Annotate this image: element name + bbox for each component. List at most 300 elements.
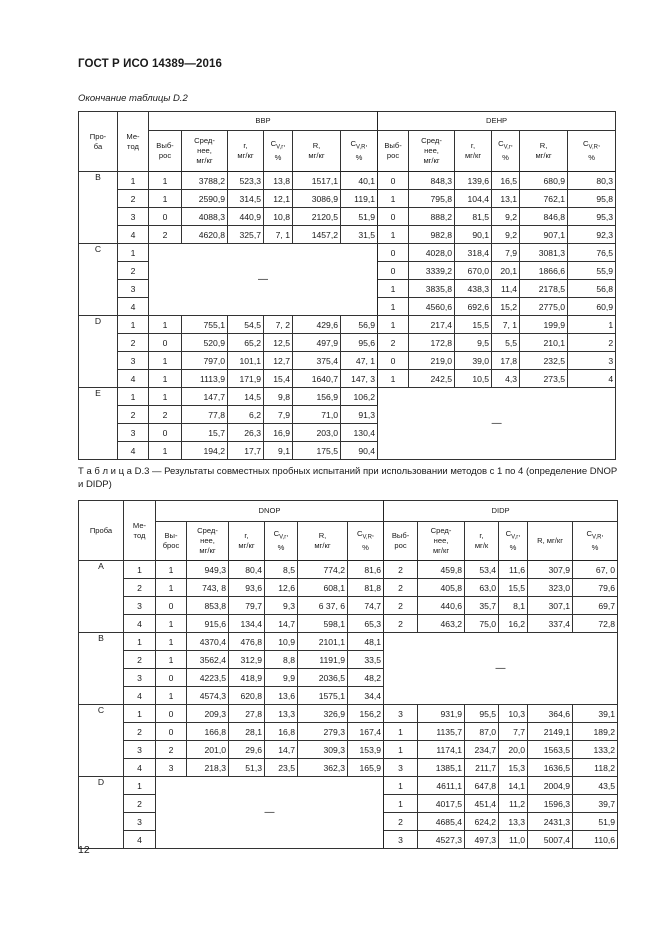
reproducibility-cell: 2431,3 [528,813,573,831]
group-header-dehp: DEHP [378,112,616,131]
mean-cell: 242,5 [409,370,455,388]
cv-r-cell: 13,3 [265,705,298,723]
table-row [79,352,616,370]
cv-R-cell: 31,5 [341,226,378,244]
outliers-cell: 0 [156,705,187,723]
reproducibility-cell: 362,3 [298,759,348,777]
cv-R-cell: 34,4 [348,687,384,705]
reproducibility-cell: 907,1 [520,226,568,244]
reproducibility-cell: 337,4 [528,615,573,633]
repeatability-cell: 234,7 [465,741,499,759]
reproducibility-cell: 273,5 [520,370,568,388]
method-cell: 3 [124,741,156,759]
col-header-cv-r: $C_{V,r}$, % [492,131,520,172]
method-cell: 4 [124,831,156,849]
cv-r-cell: 16,2 [499,615,528,633]
col-header-reproducibility: R, мг/кг [293,131,341,172]
reproducibility-cell: 175,5 [293,442,341,460]
cv-R-cell: 48,2 [348,669,384,687]
outliers-cell: 2 [384,597,418,615]
col-header-sample: Проба [79,501,124,561]
repeatability-cell: 65,2 [228,334,264,352]
mean-cell: 166,8 [187,723,229,741]
method-cell: 3 [124,813,156,831]
outliers-cell: 1 [149,172,182,190]
cv-R-cell: 39,7 [573,795,618,813]
mean-cell: 209,3 [187,705,229,723]
table-row [79,226,616,244]
col-header-reproducibility: R, мг/кг [520,131,568,172]
cv-r-cell: 20,0 [499,741,528,759]
cv-r-cell: 15,3 [499,759,528,777]
outliers-cell: 1 [149,352,182,370]
mean-cell: 15,7 [182,424,228,442]
cv-r-cell: 14,7 [265,615,298,633]
method-cell: 2 [124,795,156,813]
reproducibility-cell: 309,3 [298,741,348,759]
col-header-repeatability: r, мг/кг [228,131,264,172]
method-cell: 2 [118,334,149,352]
mean-cell: 4620,8 [182,226,228,244]
col-header-method: Ме- тод [118,112,149,172]
col-header-cv-R: $C_{V,R}$, % [341,131,378,172]
outliers-cell: 1 [384,777,418,795]
cv-R-cell: 47, 1 [341,352,378,370]
mean-cell: 459,8 [418,561,465,579]
repeatability-cell: 95,5 [465,705,499,723]
method-cell: 1 [118,244,149,262]
cv-R-cell: 51,9 [341,208,378,226]
table-row [79,759,618,777]
cv-r-cell: 4,3 [492,370,520,388]
reproducibility-cell: 1596,3 [528,795,573,813]
group-header-didp: DIDP [384,501,618,522]
sample-cell: D [79,777,124,849]
method-cell: 4 [118,298,149,316]
cv-R-cell: 51,9 [573,813,618,831]
method-cell: 1 [118,172,149,190]
repeatability-cell: 692,6 [455,298,492,316]
method-cell: 4 [118,370,149,388]
repeatability-cell: 79,7 [229,597,265,615]
reproducibility-cell: 210,1 [520,334,568,352]
method-cell: 4 [124,615,156,633]
mean-cell: 4370,4 [187,633,229,651]
table2-caption: Т а б л и ц а D.3 — Результаты совместных пробных испытаний при использовании методов с 1 по 4 (определение DNOP и DIDP) [78,466,618,490]
outliers-cell: 1 [149,442,182,460]
sample-cell: C [79,705,124,777]
outliers-cell: 1 [378,316,409,334]
repeatability-cell: 63,0 [465,579,499,597]
mean-cell: 982,8 [409,226,455,244]
cv-r-cell: 13,3 [499,813,528,831]
outliers-cell: 1 [384,723,418,741]
mean-cell: 4685,4 [418,813,465,831]
repeatability-cell: 104,4 [455,190,492,208]
mean-cell: 3339,2 [409,262,455,280]
group-header-bbp: BBP [149,112,378,131]
mean-cell: 4611,1 [418,777,465,795]
cv-R-cell: 43,5 [573,777,618,795]
outliers-cell: 0 [378,208,409,226]
cv-r-cell: 7, 2 [264,316,293,334]
outliers-cell: 3 [384,705,418,723]
outliers-cell: 0 [149,424,182,442]
mean-cell: 3835,8 [409,280,455,298]
repeatability-cell: 670,0 [455,262,492,280]
col-header-repeatability: r, мг/кг [229,522,265,561]
table-row [79,190,616,208]
outliers-cell: 0 [149,208,182,226]
mean-cell: 194,2 [182,442,228,460]
reproducibility-cell: 203,0 [293,424,341,442]
method-cell: 3 [118,352,149,370]
outliers-cell: 1 [378,190,409,208]
reproducibility-cell: 307,9 [528,561,573,579]
cv-r-cell: 11,4 [492,280,520,298]
table-row [79,741,618,759]
method-cell: 3 [124,597,156,615]
cv-r-cell: 14,7 [265,741,298,759]
cv-R-cell: 156,2 [348,705,384,723]
outliers-cell: 1 [156,651,187,669]
mean-cell: 949,3 [187,561,229,579]
cv-R-cell: 153,9 [348,741,384,759]
outliers-cell: 1 [384,741,418,759]
reproducibility-cell: 279,3 [298,723,348,741]
repeatability-cell: 28,1 [229,723,265,741]
reproducibility-cell: 5007,4 [528,831,573,849]
cv-r-cell: 15,2 [492,298,520,316]
cv-r-cell: 16,5 [492,172,520,190]
mean-cell: 848,3 [409,172,455,190]
page-number: 12 [78,844,90,856]
col-header-cv-R: $C_{V,R}$, % [348,522,384,561]
mean-cell: 4028,0 [409,244,455,262]
method-cell: 1 [124,633,156,651]
method-cell: 2 [118,262,149,280]
outliers-cell: 1 [378,298,409,316]
outliers-cell: 1 [156,633,187,651]
sample-cell: B [79,633,124,705]
repeatability-cell: 318,4 [455,244,492,262]
cv-R-cell: 147, 3 [341,370,378,388]
outliers-cell: 3 [384,831,418,849]
no-data-dash: — [156,777,384,849]
reproducibility-cell: 375,4 [293,352,341,370]
outliers-cell: 0 [378,262,409,280]
method-cell: 1 [124,705,156,723]
cv-r-cell: 9,2 [492,226,520,244]
cv-r-cell: 12,7 [264,352,293,370]
table-row [79,777,618,795]
mean-cell: 755,1 [182,316,228,334]
mean-cell: 172,8 [409,334,455,352]
cv-R-cell: 133,2 [573,741,618,759]
cv-r-cell: 10,8 [264,208,293,226]
mean-cell: 463,2 [418,615,465,633]
repeatability-cell: 10,5 [455,370,492,388]
mean-cell: 4088,3 [182,208,228,226]
table-row [79,615,618,633]
cv-R-cell: 95,6 [341,334,378,352]
reproducibility-cell: 156,9 [293,388,341,406]
reproducibility-cell: 2775,0 [520,298,568,316]
no-data-dash: — [378,388,616,460]
sample-cell: D [79,316,118,388]
cv-R-cell: 95,3 [568,208,616,226]
cv-R-cell: 110,6 [573,831,618,849]
cv-r-cell: 9,1 [264,442,293,460]
repeatability-cell: 87,0 [465,723,499,741]
cv-R-cell: 130,4 [341,424,378,442]
cv-R-cell: 167,4 [348,723,384,741]
repeatability-cell: 134,4 [229,615,265,633]
mean-cell: 931,9 [418,705,465,723]
outliers-cell: 2 [384,579,418,597]
method-cell: 3 [118,208,149,226]
method-cell: 2 [124,579,156,597]
cv-r-cell: 13,8 [264,172,293,190]
cv-r-cell: 9,3 [265,597,298,615]
cv-r-cell: 7,9 [492,244,520,262]
repeatability-cell: 101,1 [228,352,264,370]
sample-cell: A [79,561,124,633]
reproducibility-cell: 1191,9 [298,651,348,669]
outliers-cell: 1 [149,370,182,388]
cv-r-cell: 16,8 [265,723,298,741]
mean-cell: 1113,9 [182,370,228,388]
col-header-repeatability: r, мг/к [465,522,499,561]
outliers-cell: 3 [156,759,187,777]
col-header-outliers: Выб- рос [378,131,409,172]
repeatability-cell: 438,3 [455,280,492,298]
mean-cell: 1135,7 [418,723,465,741]
table-row [79,388,616,406]
reproducibility-cell: 1457,2 [293,226,341,244]
mean-cell: 218,3 [187,759,229,777]
outliers-cell: 2 [384,561,418,579]
col-header-outliers: Вы- брос [156,522,187,561]
method-cell: 1 [124,561,156,579]
repeatability-cell: 90,1 [455,226,492,244]
cv-R-cell: 4 [568,370,616,388]
repeatability-cell: 93,6 [229,579,265,597]
reproducibility-cell: 71,0 [293,406,341,424]
repeatability-cell: 14,5 [228,388,264,406]
cv-r-cell: 11,0 [499,831,528,849]
reproducibility-cell: 3081,3 [520,244,568,262]
reproducibility-cell: 680,9 [520,172,568,190]
cv-R-cell: 80,3 [568,172,616,190]
repeatability-cell: 54,5 [228,316,264,334]
cv-r-cell: 13,6 [265,687,298,705]
repeatability-cell: 312,9 [229,651,265,669]
col-header-mean: Сред- нее, мг/кг [182,131,228,172]
outliers-cell: 2 [378,334,409,352]
reproducibility-cell: 1866,6 [520,262,568,280]
col-header-cv-R: $C_{V,R}$, % [573,522,618,561]
reproducibility-cell: 1517,1 [293,172,341,190]
repeatability-cell: 620,8 [229,687,265,705]
group-header-dnop: DNOP [156,501,384,522]
col-header-mean: Сред- нее, мг/кг [418,522,465,561]
cv-R-cell: 79,6 [573,579,618,597]
outliers-cell: 1 [156,615,187,633]
cv-r-cell: 15,4 [264,370,293,388]
cv-R-cell: 69,7 [573,597,618,615]
sample-cell: E [79,388,118,460]
cv-r-cell: 7,9 [264,406,293,424]
repeatability-cell: 80,4 [229,561,265,579]
repeatability-cell: 211,7 [465,759,499,777]
cv-R-cell: 39,1 [573,705,618,723]
table-row [79,370,616,388]
repeatability-cell: 15,5 [455,316,492,334]
method-cell: 4 [124,687,156,705]
cv-r-cell: 5,5 [492,334,520,352]
document-header: ГОСТ Р ИСО 14389—2016 [78,58,223,70]
sample-cell: B [79,172,118,244]
reproducibility-cell: 2149,1 [528,723,573,741]
outliers-cell: 2 [384,615,418,633]
reproducibility-cell: 2004,9 [528,777,573,795]
col-header-method: Ме- тод [124,501,156,561]
mean-cell: 1385,1 [418,759,465,777]
col-header-reproducibility: R, мг/кг [298,522,348,561]
table-row [79,244,616,262]
cv-R-cell: 72,8 [573,615,618,633]
cv-r-cell: 7, 1 [264,226,293,244]
outliers-cell: 0 [156,669,187,687]
table-row [79,316,616,334]
cv-R-cell: 118,2 [573,759,618,777]
cv-r-cell: 9,2 [492,208,520,226]
reproducibility-cell: 429,6 [293,316,341,334]
mean-cell: 2590,9 [182,190,228,208]
cv-r-cell: 12,5 [264,334,293,352]
outliers-cell: 1 [378,370,409,388]
mean-cell: 4560,6 [409,298,455,316]
outliers-cell: 0 [378,172,409,190]
cv-R-cell: 90,4 [341,442,378,460]
cv-R-cell: 67, 0 [573,561,618,579]
repeatability-cell: 418,9 [229,669,265,687]
cv-R-cell: 165,9 [348,759,384,777]
mean-cell: 77,8 [182,406,228,424]
cv-r-cell: 17,8 [492,352,520,370]
repeatability-cell: 325,7 [228,226,264,244]
method-cell: 3 [124,669,156,687]
repeatability-cell: 9,5 [455,334,492,352]
reproducibility-cell: 232,5 [520,352,568,370]
outliers-cell: 1 [378,280,409,298]
mean-cell: 795,8 [409,190,455,208]
outliers-cell: 2 [384,813,418,831]
mean-cell: 440,6 [418,597,465,615]
col-header-mean: Сред- нее, мг/кг [409,131,455,172]
mean-cell: 3562,4 [187,651,229,669]
cv-r-cell: 7, 1 [492,316,520,334]
outliers-cell: 2 [149,226,182,244]
col-header-cv-r: $C_{V,r}$, % [499,522,528,561]
method-cell: 4 [118,442,149,460]
mean-cell: 201,0 [187,741,229,759]
method-cell: 2 [124,651,156,669]
cv-R-cell: 2 [568,334,616,352]
table-row [79,633,618,651]
method-cell: 4 [124,759,156,777]
cv-r-cell: 12,1 [264,190,293,208]
col-header-cv-r: $C_{V,r}$, % [264,131,293,172]
cv-R-cell: 92,3 [568,226,616,244]
cv-r-cell: 11,6 [499,561,528,579]
table-row [79,208,616,226]
cv-R-cell: 48,1 [348,633,384,651]
cv-R-cell: 91,3 [341,406,378,424]
cv-r-cell: 23,5 [265,759,298,777]
outliers-cell: 2 [149,406,182,424]
table-row [79,561,618,579]
repeatability-cell: 171,9 [228,370,264,388]
cv-R-cell: 1 [568,316,616,334]
repeatability-cell: 139,6 [455,172,492,190]
table-row [79,723,618,741]
repeatability-cell: 440,9 [228,208,264,226]
repeatability-cell: 624,2 [465,813,499,831]
col-header-reproducibility: R, мг/кг [528,522,573,561]
mean-cell: 4574,3 [187,687,229,705]
reproducibility-cell: 326,9 [298,705,348,723]
outliers-cell: 1 [384,795,418,813]
outliers-cell: 1 [156,561,187,579]
reproducibility-cell: 846,8 [520,208,568,226]
repeatability-cell: 35,7 [465,597,499,615]
reproducibility-cell: 1575,1 [298,687,348,705]
outliers-cell: 1 [149,388,182,406]
cv-R-cell: 40,1 [341,172,378,190]
cv-r-cell: 14,1 [499,777,528,795]
cv-r-cell: 9,8 [264,388,293,406]
reproducibility-cell: 608,1 [298,579,348,597]
table1-caption: Окончание таблицы D.2 [78,93,188,104]
reproducibility-cell: 364,6 [528,705,573,723]
cv-R-cell: 76,5 [568,244,616,262]
mean-cell: 219,0 [409,352,455,370]
reproducibility-cell: 598,1 [298,615,348,633]
repeatability-cell: 17,7 [228,442,264,460]
cv-r-cell: 8,5 [265,561,298,579]
cv-R-cell: 33,5 [348,651,384,669]
reproducibility-cell: 307,1 [528,597,573,615]
table1 [78,111,616,460]
outliers-cell: 0 [156,597,187,615]
repeatability-cell: 476,8 [229,633,265,651]
cv-R-cell: 95,8 [568,190,616,208]
outliers-cell: 0 [378,244,409,262]
outliers-cell: 0 [156,723,187,741]
reproducibility-cell: 323,0 [528,579,573,597]
mean-cell: 405,8 [418,579,465,597]
reproducibility-cell: 1563,5 [528,741,573,759]
table-row [79,705,618,723]
reproducibility-cell: 762,1 [520,190,568,208]
method-cell: 4 [118,226,149,244]
cv-r-cell: 8,1 [499,597,528,615]
mean-cell: 217,4 [409,316,455,334]
outliers-cell: 0 [378,352,409,370]
repeatability-cell: 53,4 [465,561,499,579]
